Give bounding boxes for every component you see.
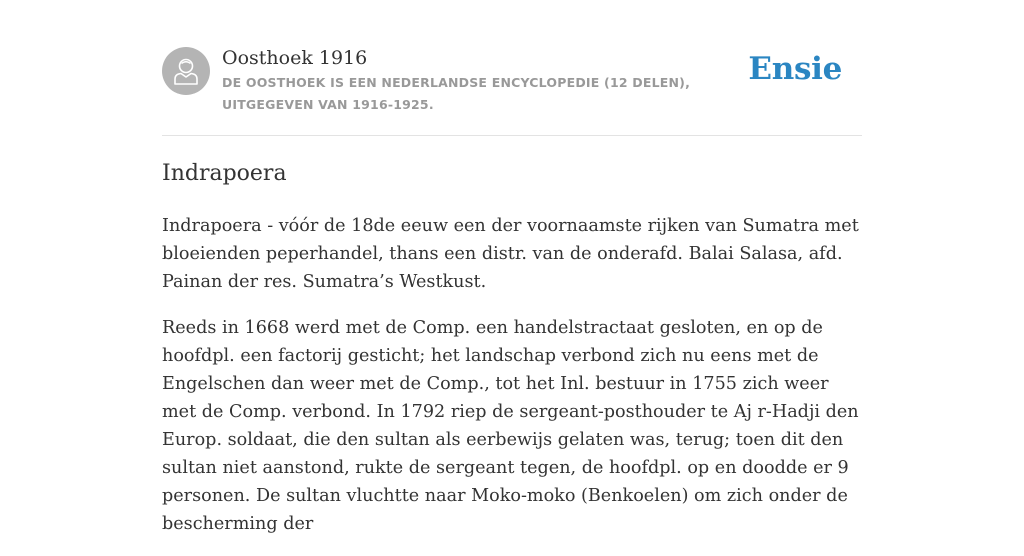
- article-paragraph: Reeds in 1668 werd met de Comp. een handelstractaat gesloten, en op de hoofdpl. een factorij gesticht; het landschap verbond zich nu eens met de Engelschen dan weer met de Comp., tot het Inl. bestuur in 1755 zich weer met de Comp. verbond. In 1792 riep de sergeant-posthouder te Aj r-Hadji den Europ. soldaat, die den sultan als eerbewijs gelaten was, terug; toen dit den sultan niet aanstond, rukte de sergeant tegen, de hoofdpl. op en doodde er 9 personen. De sultan vluchtte naar Moko-moko (Benkoelen) om zich onder de bescherming der: [162, 318, 859, 534]
- article-title: Indrapoera: [162, 161, 287, 186]
- source-header: [162, 46, 862, 116]
- source-description: DE OOSTHOEK IS EEN NEDERLANDSE ENCYCLOPEDIE (12 DELEN), UITGEGEVEN VAN 1916-1925.: [222, 75, 691, 112]
- ensie-logo[interactable]: Ensie: [748, 51, 842, 87]
- article-paragraph: Indrapoera - vóór de 18de eeuw een der voornaamste rijken van Sumatra met bloeienden peperhandel, thans een distr. van de onderafd. Balai Salasa, afd. Painan der res. Sumatra’s Westkust.: [162, 216, 859, 292]
- header-divider: [162, 135, 862, 136]
- user-icon: [172, 56, 200, 86]
- source-title[interactable]: Oosthoek 1916: [222, 47, 368, 69]
- article-body: [162, 212, 862, 556]
- source-avatar[interactable]: [162, 47, 210, 95]
